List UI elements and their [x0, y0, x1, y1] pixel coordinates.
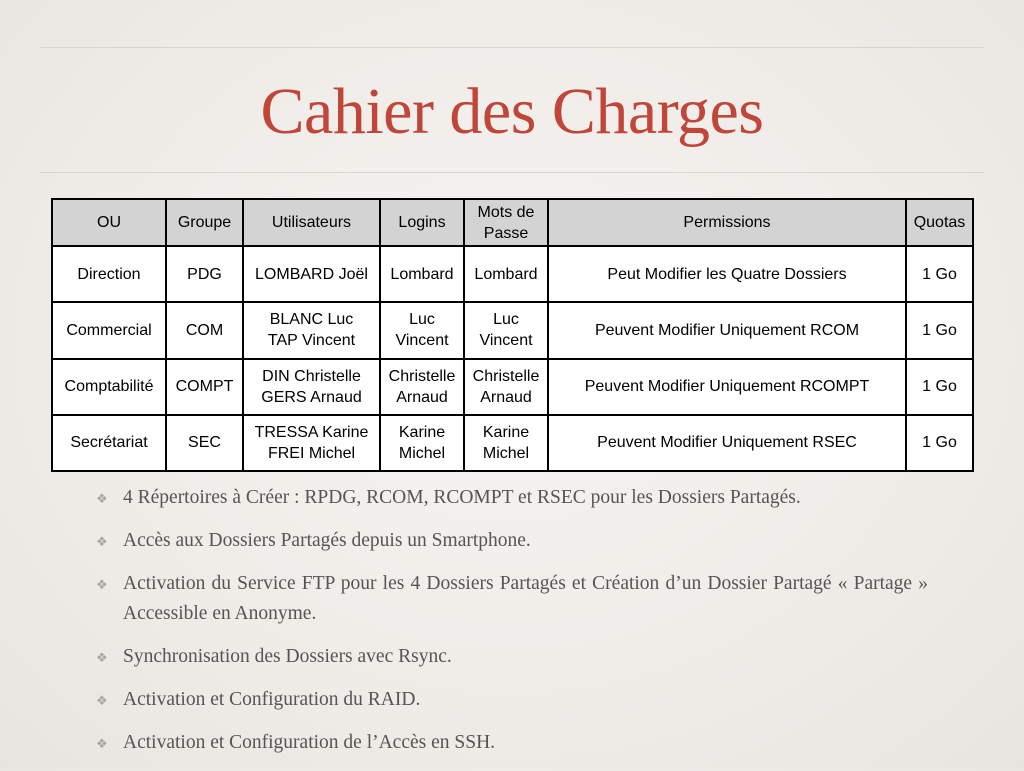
diamond-bullet-icon: ❖: [96, 491, 108, 506]
table-row: [52, 415, 973, 471]
cell-ou: Secrétariat: [52, 415, 166, 471]
table-row: [52, 246, 973, 302]
cell-ou: Commercial: [52, 302, 166, 358]
cell-mots-de-passe: Karine Michel: [464, 415, 548, 471]
list-item: [96, 685, 928, 715]
cell-mots-de-passe: Lombard: [464, 246, 548, 302]
cell-logins: Karine Michel: [380, 415, 464, 471]
header-quotas: Quotas: [906, 199, 973, 246]
table-row: [52, 359, 973, 415]
table-row: [52, 302, 973, 358]
cell-permissions: Peut Modifier les Quatre Dossiers: [548, 246, 906, 302]
cell-ou: Direction: [52, 246, 166, 302]
list-item: [96, 526, 928, 556]
list-item: [96, 642, 928, 672]
diamond-bullet-icon: ❖: [96, 736, 108, 751]
cell-quotas: 1 Go: [906, 302, 973, 358]
cell-permissions: Peuvent Modifier Uniquement RCOMPT: [548, 359, 906, 415]
header-permissions: Permissions: [548, 199, 906, 246]
header-ou: OU: [52, 199, 166, 246]
top-divider: [40, 47, 984, 48]
cell-quotas: 1 Go: [906, 359, 973, 415]
list-item-text: Activation et Configuration de l’Accès en SSH.: [123, 732, 496, 753]
list-item: [96, 483, 928, 513]
cell-logins: Christelle Arnaud: [380, 359, 464, 415]
requirements-table: [51, 198, 974, 472]
title-divider: [40, 172, 984, 173]
cell-utilisateurs: TRESSA Karine FREI Michel: [243, 415, 380, 471]
cell-permissions: Peuvent Modifier Uniquement RSEC: [548, 415, 906, 471]
list-item-text: 4 Répertoires à Créer : RPDG, RCOM, RCOMPT et RSEC pour les Dossiers Partagés.: [123, 487, 801, 508]
cell-permissions: Peuvent Modifier Uniquement RCOM: [548, 302, 906, 358]
cell-utilisateurs: DIN Christelle GERS Arnaud: [243, 359, 380, 415]
cell-mots-de-passe: Christelle Arnaud: [464, 359, 548, 415]
slide-title: Cahier des Charges: [260, 75, 764, 148]
list-item: [96, 569, 928, 629]
list-item-text: Activation du Service FTP pour les 4 Dossiers Partagés et Création d’un Dossier Partagé « Partage » Accessible en Anonyme.: [123, 573, 928, 624]
requirements-list: [96, 483, 928, 771]
header-groupe: Groupe: [166, 199, 243, 246]
cell-utilisateurs: BLANC Luc TAP Vincent: [243, 302, 380, 358]
cell-groupe: PDG: [166, 246, 243, 302]
header-utilisateurs: Utilisateurs: [243, 199, 380, 246]
cell-quotas: 1 Go: [906, 246, 973, 302]
table-header-row: [52, 199, 973, 246]
list-item-text: Activation et Configuration du RAID.: [123, 689, 421, 710]
diamond-bullet-icon: ❖: [96, 534, 108, 549]
cell-groupe: COMPT: [166, 359, 243, 415]
cell-ou: Comptabilité: [52, 359, 166, 415]
list-item-text: Accès aux Dossiers Partagés depuis un Smartphone.: [123, 530, 531, 551]
diamond-bullet-icon: ❖: [96, 577, 108, 592]
cell-utilisateurs: LOMBARD Joël: [243, 246, 380, 302]
header-mots-de-passe: Mots de Passe: [464, 199, 548, 246]
cell-logins: Lombard: [380, 246, 464, 302]
cell-quotas: 1 Go: [906, 415, 973, 471]
cell-mots-de-passe: Luc Vincent: [464, 302, 548, 358]
list-item: [96, 728, 928, 758]
diamond-bullet-icon: ❖: [96, 693, 108, 708]
list-item-text: Synchronisation des Dossiers avec Rsync.: [123, 646, 452, 667]
cell-groupe: SEC: [166, 415, 243, 471]
cell-logins: Luc Vincent: [380, 302, 464, 358]
diamond-bullet-icon: ❖: [96, 650, 108, 665]
header-logins: Logins: [380, 199, 464, 246]
cell-groupe: COM: [166, 302, 243, 358]
